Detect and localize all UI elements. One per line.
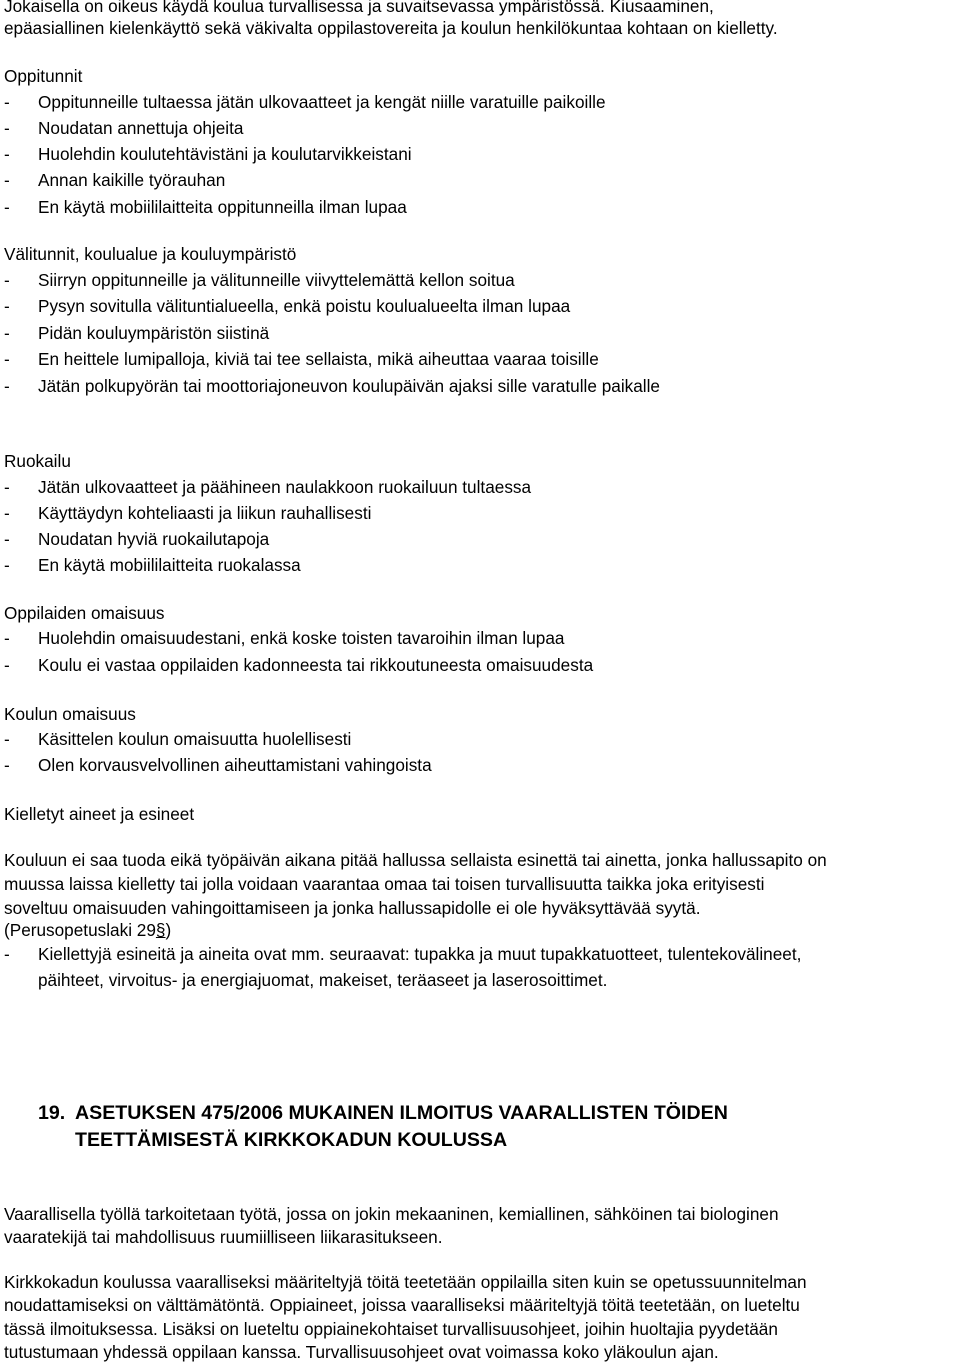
list-item: Kiellettyjä esineitä ja aineita ovat mm. seuraavat: tupakka ja muut tupakkatuotteet, tulentekovälineet, [38,944,802,964]
paragraph-line: vaaratekijä tai mahdollisuus ruumiilliseen liikarasitukseen. [4,1227,443,1247]
dash: - [4,944,10,964]
dash: - [4,296,10,316]
dash: - [4,755,10,775]
section-heading: Kielletyt aineet ja esineet [4,804,195,824]
section-heading: Oppilaiden omaisuus [4,603,165,623]
section-heading: Koulun omaisuus [4,704,136,724]
law-section-link[interactable]: § [155,920,166,940]
section-heading: Välitunnit, koulualue ja kouluympäristö [4,244,297,264]
dash: - [4,376,10,396]
dash: - [4,628,10,648]
list-item: En käytä mobiililaitteita oppitunneilla ilman lupaa [38,197,407,217]
dash: - [4,323,10,343]
dash: - [4,144,10,164]
dash: - [4,529,10,549]
heading-title: TEETTÄMISESTÄ KIRKKOKADUN KOULUSSA [75,1129,508,1151]
paragraph-line: tässä ilmoituksessa. Lisäksi on lueteltu oppiainekohtaiset turvallisuusohjeet, joihin huoltajia pyydetään [4,1319,778,1339]
law-reference-text: (Perusopetuslaki 29 [4,920,156,940]
dash: - [4,655,10,675]
dash: - [4,118,10,138]
dash: - [4,503,10,523]
list-item: En heittele lumipalloja, kiviä tai tee sellaista, mikä aiheuttaa vaaraa toisille [38,349,599,369]
list-item: Pidän kouluympäristön siistinä [38,323,270,343]
list-item: Huolehdin omaisuudestani, enkä koske toisten tavaroihin ilman lupaa [38,628,565,648]
list-item: Jätän ulkovaatteet ja päähineen naulakkoon ruokailuun tultaessa [38,477,532,497]
heading-number: 19. [38,1102,66,1124]
dash: - [4,349,10,369]
list-item: Noudatan hyviä ruokailutapoja [38,529,270,549]
intro-line: Jokaisella on oikeus käydä koulua turvallisessa ja suvaitsevassa ympäristössä. Kiusaaminen, [4,0,714,16]
list-item: Annan kaikille työrauhan [38,170,226,190]
dash: - [4,92,10,112]
law-reference-close: ) [165,920,172,940]
dash: - [4,477,10,497]
list-item: Koulu ei vastaa oppilaiden kadonneesta tai rikkoutuneesta omaisuudesta [38,655,594,675]
law-reference [4,920,171,940]
list-item: Jätän polkupyörän tai moottoriajoneuvon koulupäivän ajaksi sille varatulle paikalle [38,376,660,396]
section-heading: Oppitunnit [4,66,83,86]
paragraph-line: noudattamiseksi on välttämätöntä. Oppiaineet, joissa vaaralliseksi määriteltyjä töitä teetetään, on lueteltu [4,1295,800,1315]
list-item: Noudatan annettuja ohjeita [38,118,244,138]
dash: - [4,555,10,575]
dash: - [4,170,10,190]
dash: - [4,729,10,749]
list-item: Huolehdin koulutehtävistäni ja koulutarvikkeistani [38,144,412,164]
dash: - [4,270,10,290]
paragraph-line: Kirkkokadun koulussa vaaralliseksi määriteltyjä töitä teetetään oppilailla siten kuin se opetussuunnitelman [4,1272,807,1292]
paragraph-line: Vaarallisella työllä tarkoitetaan työtä, jossa on jokin mekaaninen, kemiallinen, sähköinen tai biologinen [4,1204,779,1224]
list-item: Olen korvausvelvollinen aiheuttamistani vahingoista [38,755,432,775]
paragraph-line: muussa laissa kielletty tai jolla voidaan vaarantaa omaa tai toisen turvallisuutta taikka joka erityisesti [4,874,765,894]
heading-title: ASETUKSEN 475/2006 MUKAINEN ILMOITUS VAARALLISTEN TÖIDEN [75,1102,728,1124]
list-item: En käytä mobiililaitteita ruokalassa [38,555,301,575]
list-item: Siirryn oppitunneille ja välitunneille viivyttelemättä kellon soitua [38,270,515,290]
dash: - [4,197,10,217]
list-item: Pysyn sovitulla välituntialueella, enkä poistu koulualueelta ilman lupaa [38,296,571,316]
paragraph-line: tutustumaan yhdessä oppilaan kanssa. Turvallisuusohjeet ovat voimassa koko yläkoulun ajan. [4,1342,719,1362]
list-item: Käsittelen koulun omaisuutta huolellisesti [38,729,352,749]
paragraph-line: soveltuu omaisuuden vahingoittamiseen ja jonka hallussapidolle ei ole hyväksyttävää syytä. [4,898,701,918]
list-item-continued: päihteet, virvoitus- ja energiajuomat, makeiset, teräaseet ja laserosoittimet. [38,970,608,990]
intro-line: epäasiallinen kielenkäyttö sekä väkivalta oppilastovereita ja koulun henkilökuntaa kohtaan on kielletty. [4,18,778,38]
list-item: Oppitunneille tultaessa jätän ulkovaatteet ja kengät niille varatuille paikoille [38,92,606,112]
section-heading: Ruokailu [4,451,71,471]
paragraph-line: Kouluun ei saa tuoda eikä työpäivän aikana pitää hallussa sellaista esinettä tai ainetta, jonka hallussapito on [4,850,827,870]
list-item: Käyttäydyn kohteliaasti ja liikun rauhallisesti [38,503,372,523]
